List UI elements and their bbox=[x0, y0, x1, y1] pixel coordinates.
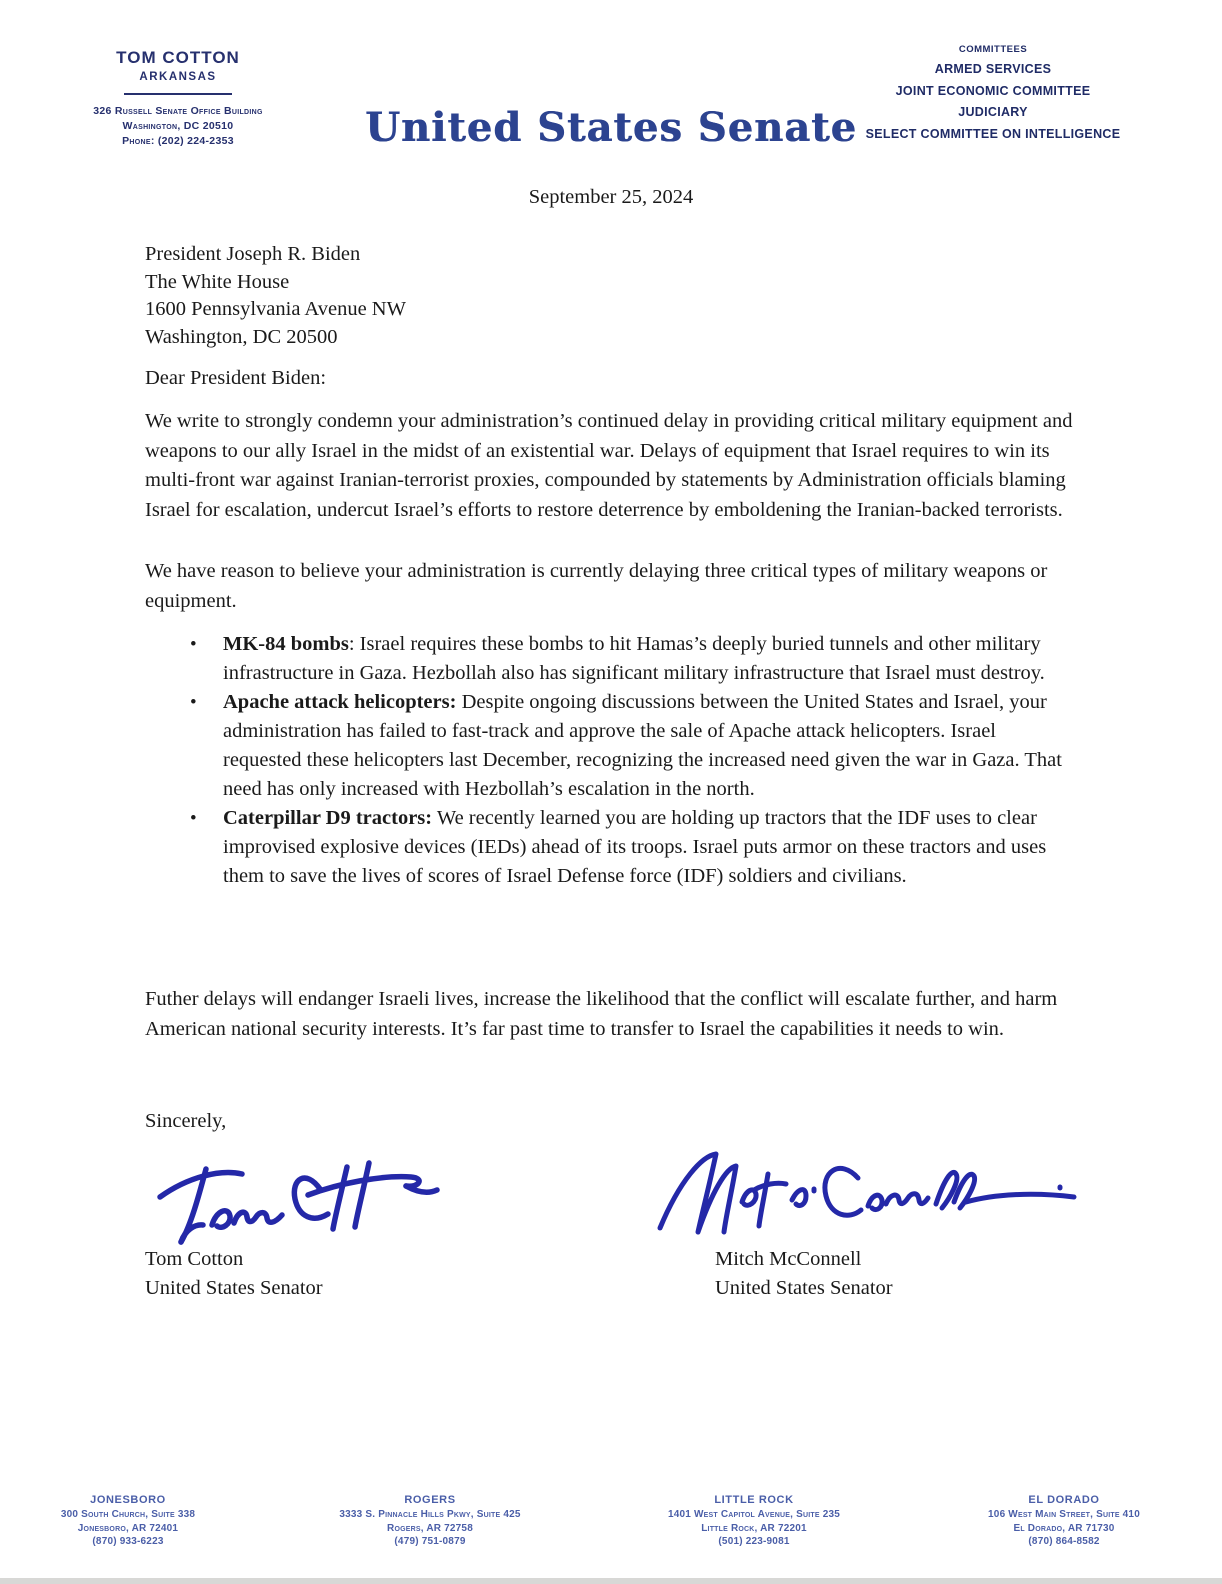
bullet-item-caterpillar bbox=[190, 804, 1070, 891]
committee-item: SELECT COMMITTEE ON INTELLIGENCE bbox=[865, 126, 1121, 141]
office-rogers bbox=[290, 1494, 570, 1549]
office-line: Jonesboro, AR 72401 bbox=[77, 1522, 179, 1534]
office-line: 1401 West Capitol Avenue, Suite 235 bbox=[668, 1509, 840, 1520]
signer-block-cotton bbox=[145, 1245, 323, 1302]
committee-item: JUDICIARY bbox=[958, 105, 1028, 119]
bullet-text: : Israel requires these bombs to hit Hamas’s deeply buried tunnels and other military infrastructure in Gaza. Hezbollah also has significant military infrastructure that Israel must destroy. bbox=[223, 633, 1045, 684]
office-city: EL DORADO bbox=[1028, 1494, 1100, 1506]
recipient-line: The White House bbox=[145, 270, 290, 293]
signer-title: United States Senator bbox=[715, 1276, 893, 1299]
bullet-body bbox=[223, 630, 1070, 688]
office-line: Rogers, AR 72758 bbox=[387, 1522, 473, 1534]
bullet-marker: • bbox=[190, 634, 197, 655]
signer-name: Tom Cotton bbox=[145, 1248, 244, 1270]
paragraph-2: We have reason to believe your administration is currently delaying three critical types of military weapons or equipment. bbox=[145, 560, 1048, 612]
bullet-marker: • bbox=[190, 808, 197, 829]
senate-masthead: United States Senate bbox=[365, 104, 857, 151]
sender-divider bbox=[124, 93, 232, 95]
committee-item: JOINT ECONOMIC COMMITTEE bbox=[895, 83, 1091, 98]
tom-cotton-signature bbox=[148, 1133, 478, 1248]
office-city: ROGERS bbox=[404, 1494, 456, 1506]
paragraph-1: We write to strongly condemn your administration’s continued delay in providing critical military equipment and weapons to our ally Israel in the midst of an existential war. Delays of equipment that Israel requires to win its multi-front war against Iranian-terrorist proxies, compounded by statements by Administration officials blaming Israel for escalation, undercut Israel’s efforts to restore deterrence by emboldening the Iranian-backed terrorists. bbox=[145, 410, 1073, 521]
committee-item: ARMED SERVICES bbox=[934, 62, 1052, 76]
recipient-block bbox=[145, 241, 406, 351]
office-line: 3333 S. Pinnacle Hills Pkwy, Suite 425 bbox=[339, 1509, 521, 1520]
bullet-item-apache bbox=[190, 688, 1070, 804]
paragraph-3: Futher delays will endanger Israeli lives, increase the likelihood that the conflict will escalate further, and harm American national security interests. It’s far past time to transfer to Israel the capabilities it needs to win. bbox=[145, 988, 1058, 1040]
committees-heading: COMMITTEES bbox=[958, 44, 1028, 55]
office-jonesboro bbox=[8, 1494, 248, 1549]
committees-block bbox=[828, 44, 1158, 145]
office-little-rock bbox=[618, 1494, 890, 1549]
office-line: (501) 223-9081 bbox=[718, 1536, 790, 1547]
closing: Sincerely, bbox=[145, 1110, 227, 1132]
recipient-line: President Joseph R. Biden bbox=[145, 243, 361, 265]
bullet-lead: Caterpillar D9 tractors: bbox=[223, 807, 433, 829]
mitch-mcconnell-signature bbox=[650, 1140, 1080, 1245]
office-line: El Dorado, AR 71730 bbox=[1013, 1522, 1115, 1534]
office-line: (479) 751-0879 bbox=[394, 1536, 466, 1547]
sender-address-line: Washington, DC 20510 bbox=[122, 120, 234, 132]
bullet-marker: • bbox=[190, 692, 197, 713]
office-line: 300 South Church, Suite 338 bbox=[60, 1509, 196, 1520]
bullet-body bbox=[223, 688, 1070, 804]
sender-name: TOM COTTON bbox=[116, 48, 240, 67]
signer-title: United States Senator bbox=[145, 1276, 323, 1299]
bullet-lead: Apache attack helicopters: bbox=[223, 691, 457, 713]
sender-address-line: 326 Russell Senate Office Building bbox=[93, 105, 263, 117]
signer-name: Mitch McConnell bbox=[715, 1248, 862, 1270]
bullet-item-mk84 bbox=[190, 630, 1070, 688]
scan-bottom-edge bbox=[0, 1578, 1222, 1584]
bullet-body bbox=[223, 804, 1070, 891]
office-line: (870) 933-6223 bbox=[92, 1536, 164, 1547]
salutation: Dear President Biden: bbox=[145, 367, 327, 389]
bullet-lead: MK-84 bombs bbox=[223, 633, 349, 655]
office-el-dorado bbox=[928, 1494, 1200, 1549]
bullet-list bbox=[190, 630, 1070, 891]
office-line: Little Rock, AR 72201 bbox=[701, 1522, 807, 1534]
recipient-line: 1600 Pennsylvania Avenue NW bbox=[145, 298, 406, 320]
sender-state: ARKANSAS bbox=[139, 71, 217, 83]
bullet-text: We recently learned you are holding up tractors that the IDF uses to clear improvised explosive devices (IEDs) ahead of its troops. Israel puts armor on these tractors and uses them to save the lives of scores of Israel Defense force (IDF) soldiers and civilians. bbox=[223, 807, 1047, 887]
sender-address-line: Phone: (202) 224-2353 bbox=[122, 135, 234, 147]
office-city: JONESBORO bbox=[90, 1494, 166, 1506]
signer-block-mcconnell bbox=[715, 1245, 893, 1302]
office-line: (870) 864-8582 bbox=[1028, 1536, 1100, 1547]
recipient-line: Washington, DC 20500 bbox=[145, 325, 338, 348]
office-line: 106 West Main Street, Suite 410 bbox=[988, 1509, 1140, 1520]
letter-date: September 25, 2024 bbox=[528, 186, 694, 208]
bullet-text: Despite ongoing discussions between the United States and Israel, your administration has failed to fast-track and approve the sale of Apache attack helicopters. Israel requested these helicopters last December, recognizing the increased need given the war in Gaza. That need has only increased with Hezbollah’s escalation in the north. bbox=[223, 691, 1062, 800]
office-city: LITTLE ROCK bbox=[714, 1494, 794, 1506]
